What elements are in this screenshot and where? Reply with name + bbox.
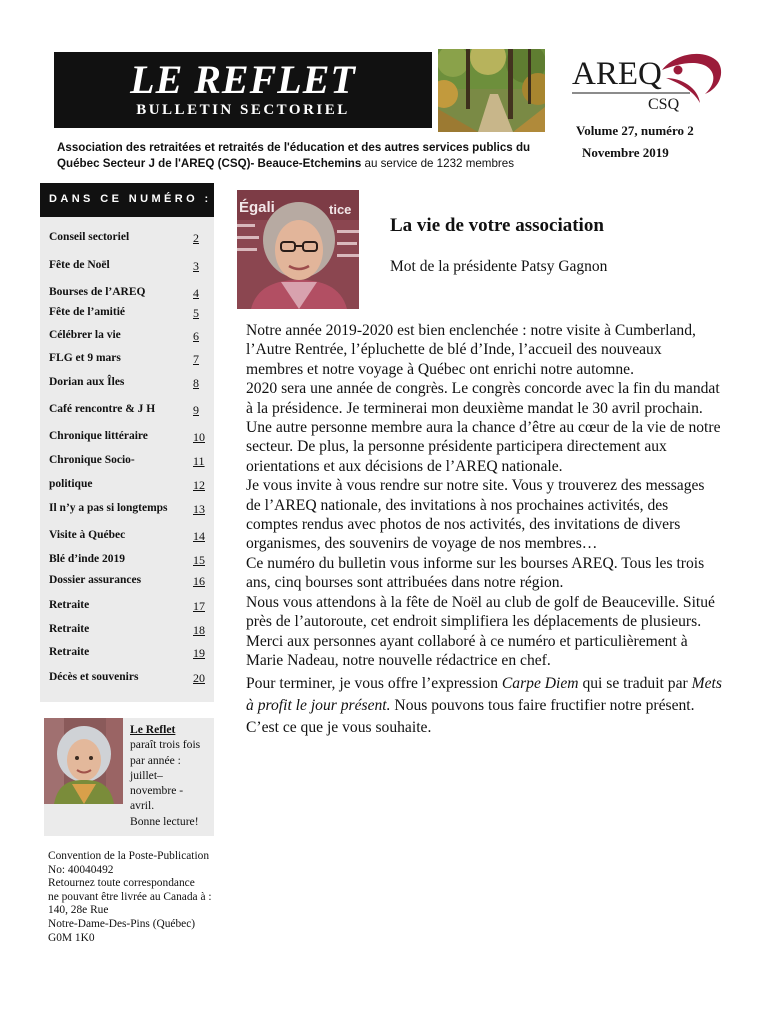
postal-information — [48, 850, 238, 945]
toc-page-link[interactable]: 12 — [193, 478, 205, 492]
toc-item-title: Dorian aux Îles — [49, 376, 125, 388]
toc-item-title: Célébrer la vie — [49, 329, 121, 341]
svg-text:CSQ: CSQ — [648, 96, 680, 113]
article-paragraph: Nous vous attendons à la fête de Noël au club de golf de Beauceville. Situé près de l’autoroute, cet endroit simplifiera les déplacements de plusieurs. — [246, 593, 715, 631]
postal-line: No: 40040492 — [48, 863, 114, 876]
toc-page-link[interactable]: 19 — [193, 646, 205, 660]
toc-heading: DANS CE NUMÉRO : — [40, 183, 214, 217]
toc-item[interactable] — [49, 259, 209, 275]
toc-item-title: Visite à Québec — [49, 529, 126, 541]
toc-item-title: Retraite — [49, 599, 90, 611]
toc-page-link[interactable]: 4 — [193, 286, 199, 300]
toc-page-link[interactable]: 5 — [193, 306, 199, 320]
toc-item-title: Fête de l’amitié — [49, 306, 125, 318]
toc-page-link[interactable]: 7 — [193, 352, 199, 366]
association-description — [57, 140, 557, 172]
toc-item-title: Dossier assurances — [49, 574, 142, 586]
toc-page-link[interactable]: 13 — [193, 502, 205, 516]
toc-page-link[interactable]: 17 — [193, 599, 205, 613]
toc-item[interactable] — [49, 671, 209, 687]
toc-page-link[interactable]: 2 — [193, 231, 199, 245]
toc-page-link[interactable]: 8 — [193, 376, 199, 390]
association-name: Association des retraitées et retraités de l'éducation et des autres services publics du Québec Secteur J de l'AREQ (CSQ)- Beauce-Etchemins — [57, 141, 531, 170]
postal-line: Notre-Dame-Des-Pins (Québec) — [48, 917, 196, 930]
newsletter-subtitle: BULLETIN SECTORIEL — [136, 102, 350, 118]
article-closing — [246, 673, 722, 739]
toc-item-title: Retraite — [49, 623, 90, 635]
toc-page-link[interactable]: 20 — [193, 671, 205, 685]
toc-item-title: Blé d’inde 2019 — [49, 553, 126, 565]
closing-text: Nous pouvons tous faire fructifier notre présent. C’est ce que je vous souhaite. — [246, 697, 695, 737]
member-count: au service de 1232 membres — [361, 157, 515, 170]
toc-item[interactable] — [49, 403, 209, 419]
reflet-line: par année : — [130, 753, 181, 767]
toc-item[interactable] — [49, 623, 209, 639]
closing-italic: Carpe Diem — [501, 675, 579, 693]
toc-item-title: Décès et souvenirs — [49, 671, 139, 683]
toc-item-title: Conseil sectoriel — [49, 231, 130, 243]
table-of-contents — [40, 217, 214, 702]
toc-page-link[interactable]: 15 — [193, 553, 205, 567]
reflet-line: juillet– — [130, 768, 163, 782]
reflet-line: Bonne lecture! — [130, 814, 199, 828]
toc-item-title: Il n’y a pas si longtemps — [49, 502, 168, 514]
masthead-banner — [54, 52, 432, 128]
toc-item-title: Bourses de l’AREQ — [49, 286, 146, 298]
article-body — [246, 321, 722, 739]
article-paragraph: Merci aux personnes ayant collaboré à ce numéro et particulièrement à Marie Nadeau, notre nouvelle rédactrice en chef. — [246, 632, 688, 669]
toc-item-title: Café rencontre & J H — [49, 403, 156, 415]
reflet-title: Le Reflet — [130, 723, 176, 736]
svg-text:Égali: Égali — [239, 199, 275, 216]
closing-text: Pour terminer, je vous offre l’expression — [246, 675, 502, 693]
areq-logo — [570, 48, 725, 118]
toc-item-title: FLG et 9 mars — [49, 352, 121, 364]
postal-line: ne pouvant être livrée au Canada à : — [48, 890, 212, 903]
postal-line: Convention de la Poste-Publication — [48, 850, 210, 862]
postal-line: 140, 28e Rue — [48, 904, 109, 917]
article-paragraph: Notre année 2019-2020 est bien enclenchée : notre visite à Cumberland, l’Autre Rentrée, l’épluchette de blé d’Inde, l’accueil des nouveaux membres et notre voyage à Québec ont enrichi notre automne. — [246, 322, 696, 378]
article-title: La vie de votre association — [390, 215, 604, 236]
toc-item[interactable] — [49, 376, 209, 392]
reflet-line: paraît trois fois — [130, 738, 201, 752]
toc-item[interactable] — [49, 529, 209, 545]
toc-page-link[interactable]: 3 — [193, 259, 199, 273]
toc-item-title: Retraite — [49, 646, 90, 658]
reflet-line: avril. — [130, 799, 155, 813]
toc-item[interactable] — [49, 430, 209, 446]
toc-item-title: politique — [49, 478, 93, 490]
toc-item[interactable] — [49, 352, 209, 368]
toc-page-link[interactable]: 9 — [193, 403, 199, 417]
postal-line: G0M 1K0 — [48, 931, 95, 944]
toc-page-link[interactable]: 18 — [193, 623, 205, 637]
toc-page-link[interactable]: 11 — [193, 454, 205, 468]
article-paragraph: Ce numéro du bulletin vous informe sur les bourses AREQ. Tous les trois ans, cinq bourses sont attribuées dans notre région. — [246, 554, 705, 592]
toc-page-link[interactable]: 10 — [193, 430, 205, 444]
toc-item[interactable] — [49, 599, 209, 615]
issue-date: Novembre 2019 — [582, 145, 669, 160]
toc-item[interactable] — [49, 574, 209, 590]
volume-number: Volume 27, numéro 2 — [576, 123, 694, 138]
toc-item[interactable] — [49, 454, 209, 470]
toc-item[interactable] — [49, 231, 209, 247]
toc-page-link[interactable]: 14 — [193, 529, 205, 543]
closing-text: qui se traduit par — [578, 675, 692, 693]
reflet-line: novembre - — [130, 784, 184, 798]
article-paragraph: 2020 sera une année de congrès. Le congrès concorde avec la fin du mandat à la présidence. Je terminerai mon deuxième mandat le 30 avril prochain. Une autre personne membre aura la chance d’être au cœur de la vie de notre secteur. De plus, la personne présidente participera directement aux orientations et aux décisions de l’AREQ nationale. — [246, 380, 721, 475]
article-paragraph: Je vous invite à vous rendre sur notre site. Vous y trouverez des messages de l’AREQ nationale, des invitations à nos prochaines activités, des comptes rendus avec photos de nos activités, des invitations de divers organismes, des souvenirs de voyage de nos membres… — [246, 477, 705, 553]
toc-item-title: Chronique Socio- — [49, 454, 135, 466]
postal-line: Retournez toute correspondance — [48, 877, 195, 890]
svg-text:tice: tice — [329, 202, 352, 217]
toc-item[interactable] — [49, 286, 209, 302]
toc-item-title: Chronique littéraire — [49, 430, 148, 442]
newsletter-title: LE REFLET — [130, 57, 356, 102]
toc-item-title: Fête de Noël — [49, 259, 110, 271]
article-subtitle: Mot de la présidente Patsy Gagnon — [390, 258, 608, 275]
svg-text:AREQ: AREQ — [572, 56, 662, 92]
president-portrait-photo — [237, 190, 359, 309]
toc-item[interactable] — [49, 646, 209, 662]
toc-item[interactable] — [49, 306, 209, 322]
toc-item[interactable] — [49, 553, 209, 569]
editor-portrait-photo — [44, 718, 123, 804]
reflet-info-text — [130, 722, 212, 829]
toc-item[interactable] — [49, 502, 209, 518]
toc-item[interactable] — [49, 478, 209, 494]
forest-path-photo — [438, 49, 545, 132]
toc-page-link[interactable]: 16 — [193, 574, 205, 588]
toc-page-link[interactable]: 6 — [193, 329, 199, 343]
closing-italic: Mets à profit le jour présent. — [246, 675, 722, 715]
toc-item[interactable] — [49, 329, 209, 345]
